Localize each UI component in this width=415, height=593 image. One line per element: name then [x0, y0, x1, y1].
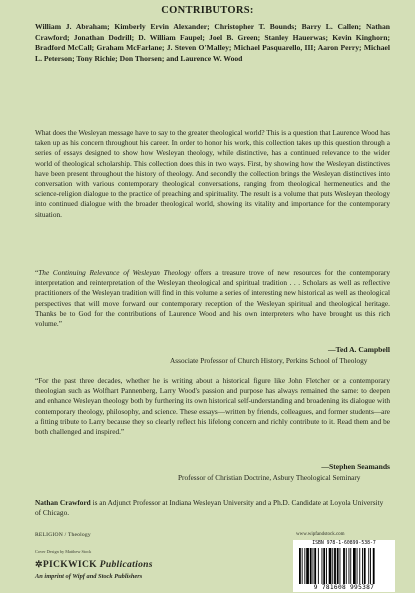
barcode-bar [310, 548, 312, 584]
barcode-bar [357, 548, 358, 584]
book-description: What does the Wesleyan message have to say to the greater theological world? This is a question that Laurence Wood has taken up as his concern throughout his career. In order to honor his work, this collection takes up this question through a series of essays designed to show how Wesleyan theology, while distinctive, has a continued relevance to the wider world of theological scholarship. This collection does this in two ways. First, by showing how the Wesleyan distinctives have been present throughout the history of theology. And secondly the collection brings the Wesleyan distinctives into conversation with various contemporary theological conversations, ranging from theological hermeneutics and the science-religion dialogue to the practice of preaching and spirituality. The result is a volume that puts Wesleyan theology into continued dialogue with the broader theological world, showing its vitality and importance for the contemporary situation. [35, 128, 390, 219]
barcode-bar [313, 548, 314, 584]
barcode-bar [318, 548, 319, 584]
publisher-website: www.wipfandstock.com [296, 532, 345, 537]
publisher-name-suffix: Publications [99, 559, 153, 570]
barcode-bar [304, 548, 305, 584]
barcode-bar [346, 548, 347, 584]
barcode-bar [306, 548, 309, 584]
endorser-title: Associate Professor of Church History, Perkins School of Theology [170, 356, 368, 365]
barcode-bar [343, 548, 345, 584]
barcode-bar [373, 548, 375, 584]
cover-design-credit: Cover Design by Matthew Stock [35, 549, 92, 554]
publisher-name: PICKWICK [42, 559, 97, 570]
barcode-bars-icon [299, 548, 389, 584]
endorser-name: —Stephen Seamands [321, 462, 390, 471]
publisher-logo [35, 559, 153, 570]
endorser-name: —Ted A. Campbell [328, 345, 390, 354]
book-title-italic: The Continuing Relevance of Wesleyan Theology [38, 268, 191, 277]
barcode-bar [340, 548, 341, 584]
barcode-bar [359, 548, 360, 584]
barcode-bar [337, 548, 339, 584]
barcode-bar [350, 548, 351, 584]
barcode-number: 9 781608 995387 [313, 584, 375, 591]
isbn-label: ISBN 978-1-60899-538-7 [312, 541, 376, 546]
barcode-bar [370, 548, 371, 584]
endorsement-seamands: “For the past three decades, whether he is writing about a historical figure like John Fletcher or a contemporary theologian such as Wolfhart Pannenberg, Larry Wood's passion and purpose has always remained the same: to deepen and enhance Wesleyan theology both by furthering its own historical self-understanding and broadening its dialogue with contemporary theology, philosophy, and science. These essays—written by friends, colleagues, and former students—are a fitting tribute to Larry because they so clearly reflect his lifelong concern and richly contribute to it. Read them and be both challenged and inspired.” [35, 376, 390, 437]
barcode-bar [334, 548, 336, 584]
barcode-bar [349, 548, 350, 584]
endorser-title: Professor of Christian Doctrine, Asbury Theological Seminary [178, 473, 361, 482]
contributors-list: William J. Abraham; Kimberly Ervin Alexander; Christopher T. Bounds; Barry L. Callen; Nathan Crawford; Jonathan Dodrill; D. William Faupel; Joel B. Green; Stanley Hauerwas; Kevin Kinghorn; Bradford McCall; Graham McFarlane; J. Steven O'Malley; Michael Pasquarello, III; Aaron Perry; Michael L. Peterson; Tony Richie; Don Thorsen; and Laurence W. Wood [35, 22, 390, 63]
barcode-bar [362, 548, 363, 584]
endorsement-text: offers a treasure trove of new resources for the contemporary interpretation and reinterpretation of the Wesleyan theological and spiritual tradition . . . Scholars as well as reflective practitioners of the Wesleyan tradition will find in this volume a series of interesting new historical as well as theological perspectives that will move forward our contemporary reception of the Wesleyan spiritual and theological heritage. Thanks be to God for the contributions of Laurence Wood and his own interpreters who have brought us this rich volume.” [35, 268, 390, 329]
barcode-bar [329, 548, 332, 584]
barcode-bar [322, 548, 323, 584]
barcode [293, 540, 395, 592]
author-name: Nathan Crawford [35, 498, 91, 507]
barcode-bar [326, 548, 327, 584]
author-bio-text: is an Adjunct Professor at Indiana Wesleyan University and a Ph.D. Candidate at Loyola University of Chicago. [35, 498, 384, 518]
barcode-bar [302, 548, 303, 584]
barcode-bar [353, 548, 356, 584]
barcode-bar [299, 548, 301, 584]
contributors-heading: CONTRIBUTORS: [161, 5, 254, 16]
open-quote: “ [35, 268, 39, 277]
barcode-bar [332, 548, 333, 584]
publisher-imprint: An imprint of Wipf and Stock Publishers [35, 573, 143, 580]
barcode-bar [323, 548, 325, 584]
endorsement-campbell [35, 268, 390, 329]
publisher-star-icon: ✲ [35, 559, 43, 569]
category-label: RELIGION / Theology [35, 532, 91, 538]
barcode-bar [364, 548, 366, 584]
barcode-bar [314, 548, 316, 584]
barcode-bar [368, 548, 369, 584]
author-bio [35, 498, 390, 518]
